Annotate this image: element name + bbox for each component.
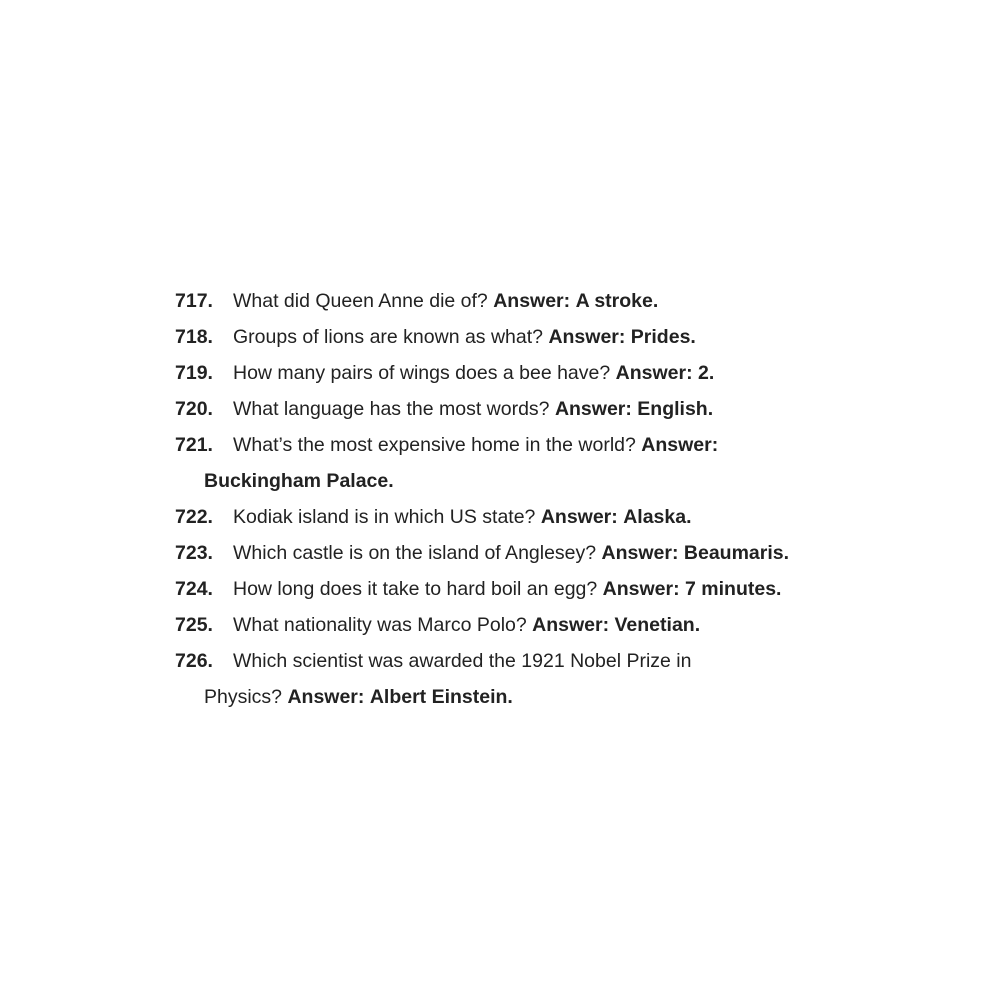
item-number: 722.	[175, 506, 213, 528]
item-answer: Venetian.	[614, 614, 701, 636]
item-number: 718.	[175, 326, 213, 348]
answer-label: Answer:	[540, 506, 618, 528]
item-number: 721.	[175, 434, 213, 456]
list-item	[175, 643, 855, 715]
list-item	[175, 535, 855, 571]
item-question: What did Queen Anne die of?	[233, 290, 488, 312]
item-question: Kodiak island is in which US state?	[233, 506, 536, 528]
item-question: Which scientist was awarded the 1921 Nobel Prize in	[233, 650, 692, 672]
item-question: Groups of lions are known as what?	[233, 326, 544, 348]
answer-label: Answer:	[615, 362, 693, 384]
item-question: What language has the most words?	[233, 398, 550, 420]
list-item	[175, 427, 855, 499]
item-answer: 2.	[698, 362, 715, 384]
item-answer: English.	[637, 398, 714, 420]
list-item	[175, 283, 855, 319]
item-answer: Albert Einstein.	[369, 686, 513, 708]
answer-label: Answer:	[554, 398, 632, 420]
answer-label: Answer:	[601, 542, 679, 564]
list-item	[175, 607, 855, 643]
item-number: 726.	[175, 650, 213, 672]
answer-label: Answer:	[287, 686, 365, 708]
item-question: What’s the most expensive home in the world?	[233, 434, 636, 456]
item-answer: Alaska.	[623, 506, 692, 528]
item-answer: Beaumaris.	[683, 542, 790, 564]
item-answer: A stroke.	[575, 290, 659, 312]
item-question-continued: Physics?	[204, 686, 283, 708]
item-number: 717.	[175, 290, 213, 312]
answer-label: Answer:	[493, 290, 571, 312]
list-item	[175, 391, 855, 427]
item-question: What nationality was Marco Polo?	[233, 614, 527, 636]
item-number: 720.	[175, 398, 213, 420]
item-number: 725.	[175, 614, 213, 636]
answer-label: Answer:	[602, 578, 680, 600]
item-number: 724.	[175, 578, 213, 600]
list-item	[175, 319, 855, 355]
item-answer: 7 minutes.	[685, 578, 782, 600]
item-number: 719.	[175, 362, 213, 384]
answer-label: Answer:	[548, 326, 626, 348]
item-question: How long does it take to hard boil an egg?	[233, 578, 598, 600]
list-item	[175, 355, 855, 391]
answer-label: Answer:	[532, 614, 610, 636]
list-item	[175, 499, 855, 535]
item-answer: Prides.	[630, 326, 696, 348]
item-answer: Buckingham Palace.	[204, 470, 394, 492]
item-question: How many pairs of wings does a bee have?	[233, 362, 611, 384]
item-number: 723.	[175, 542, 213, 564]
answer-label: Answer:	[641, 434, 719, 456]
list-item	[175, 571, 855, 607]
item-question: Which castle is on the island of Anglesey?	[233, 542, 597, 564]
item-continuation	[175, 679, 855, 715]
trivia-list	[175, 283, 855, 715]
